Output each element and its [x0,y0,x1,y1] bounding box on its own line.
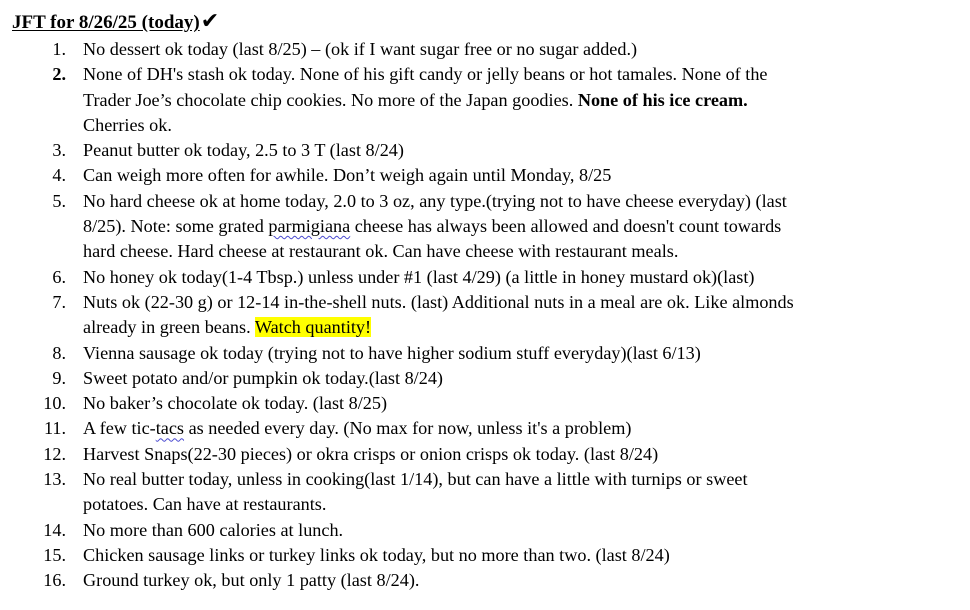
item-text: hard cheese. Hard cheese at restaurant ok. Can have cheese with restaurant meals. [83,241,679,262]
item-number: 7. [52,291,66,312]
item-text: Nuts ok (22-30 g) or 12-14 in-the-shell nuts. (last) Additional nuts in a meal are ok. Like almonds [83,291,794,312]
item-text: No more than 600 calories at lunch. [83,519,344,540]
item-text: No real butter today, unless in cooking(last 1/14), but can have a little with turnips or sweet [83,469,748,490]
item-number: 14. [43,519,66,540]
item-number: 6. [52,266,66,287]
list-item [0,442,970,467]
item-text: Peanut butter ok today, 2.5 to 3 T (last 8/24) [83,140,404,161]
item-number: 4. [52,165,66,186]
list-item [0,416,970,441]
item-text: A few tic- [83,418,156,439]
item-number: 1. [52,39,66,59]
item-text: Can weigh more often for awhile. Don’t weigh again until Monday, 8/25 [83,165,612,186]
item-text: None of DH's stash ok today. None of his gift candy or jelly beans or hot tamales. None of the [83,64,768,85]
item-number: 5. [52,190,66,211]
item-number: 13. [43,469,66,490]
list-item [0,62,970,138]
item-text: No hard cheese ok at home today, 2.0 to 3 oz, any type.(trying not to have cheese everyday) (last [83,190,787,211]
list-item [0,163,970,188]
item-text: Ground turkey ok, but only 1 patty (last 8/24). [83,570,420,591]
item-text-line [83,88,950,113]
item-number: 8. [52,342,66,363]
item-number: 3. [52,140,66,161]
list-item [0,543,970,568]
item-number: 10. [43,393,66,414]
highlighted-text: Watch quantity! [254,317,372,338]
item-text: Trader Joe’s chocolate chip cookies. No more of the Japan goodies. [83,89,578,110]
item-number: 12. [43,443,66,464]
item-text: Harvest Snaps(22-30 pieces) or okra crisps or onion crisps ok today. (last 8/24) [83,443,659,464]
list-item [0,265,970,290]
list-item [0,138,970,163]
item-number: 9. [52,367,66,388]
item-text: 8/25). Note: some grated [83,216,269,237]
checkmark-icon: ✔ [200,8,220,33]
item-text: Vienna sausage ok today (trying not to have higher sodium stuff everyday)(last 6/13) [83,342,701,363]
document-title: JFT for 8/26/25 (today) [12,12,200,33]
item-text: Sweet potato and/or pumpkin ok today.(last 8/24) [83,367,443,388]
item-text: Cherries ok. [83,114,172,135]
item-number: 15. [43,544,66,565]
spellcheck-word: parmigiana [268,216,351,237]
list-item [0,341,970,366]
list-item [0,518,970,543]
document-heading [12,9,219,35]
list-item [0,568,970,593]
item-text: as needed every day. (No max for now, unless it's a problem) [184,418,632,439]
item-text: No baker’s chocolate ok today. (last 8/25) [83,393,388,414]
item-text: already in green beans. [83,317,255,338]
list-item [0,37,970,62]
list-item [0,467,970,518]
list-item [0,189,970,265]
item-text: potatoes. Can have at restaurants. [83,494,327,515]
item-text: No dessert ok today (last 8/25) – (ok if I want sugar free or no sugar added.) [83,39,638,59]
item-number: 16. [43,570,66,591]
list-item [0,290,970,341]
bold-text: None of his ice cream. [577,89,748,110]
item-text: cheese has always been allowed and doesn't count towards [350,216,782,237]
item-text: No honey ok today(1-4 Tbsp.) unless under #1 (last 4/29) (a little in honey mustard ok)(last) [83,266,755,287]
item-text-line [83,214,950,239]
spellcheck-word: tacs [155,418,185,439]
food-rules-list [0,37,970,594]
item-text-line [83,416,950,441]
item-text-line [83,315,950,340]
item-number: 11. [43,418,66,439]
item-text: Chicken sausage links or turkey links ok today, but no more than two. (last 8/24) [83,544,670,565]
list-item [0,366,970,391]
item-number: 2. [52,64,66,85]
list-item [0,391,970,416]
